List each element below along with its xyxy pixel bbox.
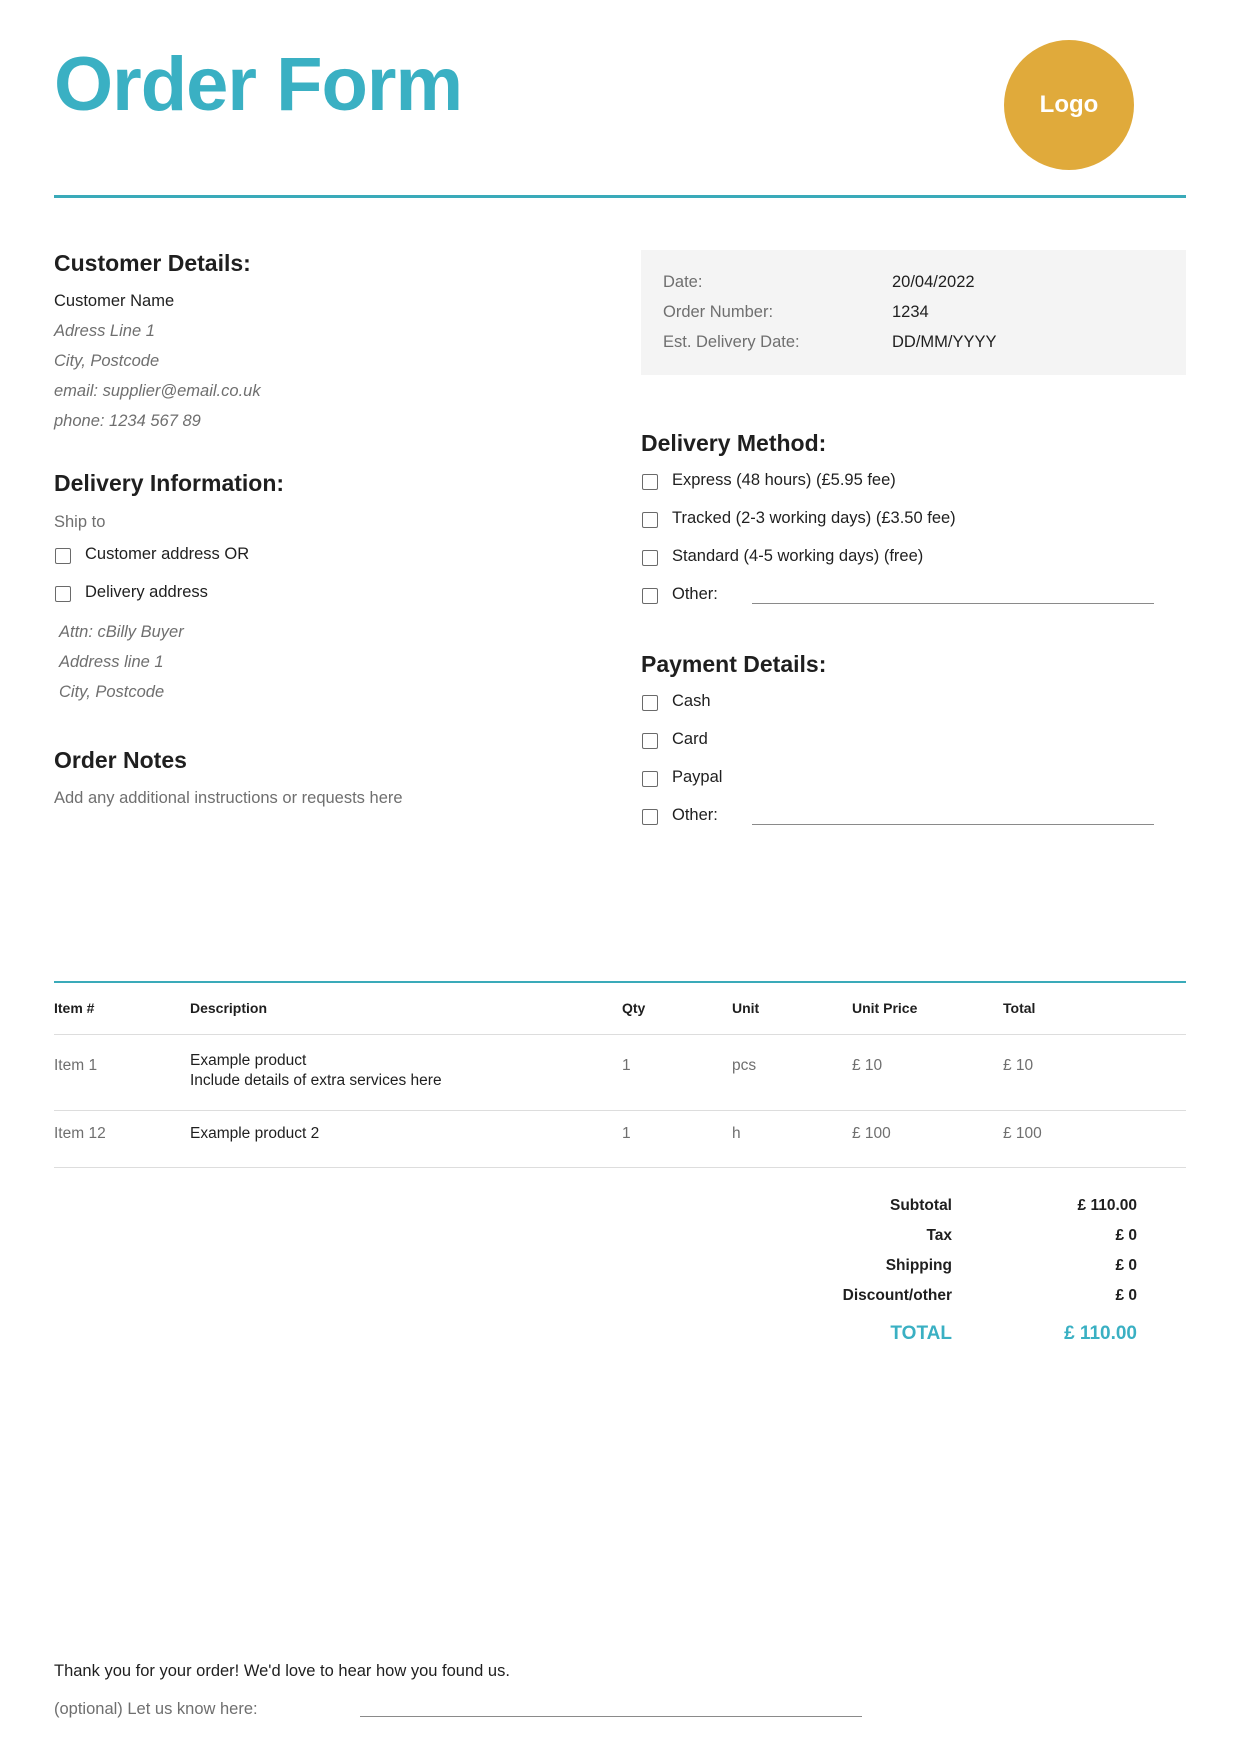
feedback-input-line[interactable] bbox=[360, 1716, 862, 1717]
delivery-date-value: DD/MM/YYYY bbox=[892, 333, 997, 351]
customer-email: email: supplier@email.co.uk bbox=[54, 382, 261, 400]
delivery-other-input-line[interactable] bbox=[752, 603, 1154, 604]
shipping-value: £ 0 bbox=[1115, 1257, 1137, 1274]
subtotal-value: £ 110.00 bbox=[1077, 1197, 1137, 1214]
paypal-option: Paypal bbox=[672, 768, 723, 786]
delivery-address-option: Delivery address bbox=[85, 583, 208, 601]
tax-value: £ 0 bbox=[1115, 1227, 1137, 1244]
order-number-label: Order Number: bbox=[663, 303, 774, 321]
col-header-unit: Unit bbox=[732, 1000, 760, 1016]
delivery-other-option: Other: bbox=[672, 585, 718, 603]
paypal-checkbox[interactable] bbox=[642, 771, 658, 787]
row1-description: Example product bbox=[190, 1052, 307, 1069]
row2-qty: 1 bbox=[622, 1125, 631, 1142]
grand-total-label: TOTAL bbox=[890, 1323, 952, 1344]
delivery-other-checkbox[interactable] bbox=[642, 588, 658, 604]
delivery-address-line: Address line 1 bbox=[59, 653, 164, 671]
delivery-address-checkbox[interactable] bbox=[55, 586, 71, 602]
header-divider bbox=[54, 195, 1186, 198]
tax-label: Tax bbox=[926, 1227, 952, 1244]
cash-checkbox[interactable] bbox=[642, 695, 658, 711]
payment-other-option: Other: bbox=[672, 806, 718, 824]
order-notes-text: Add any additional instructions or requests here bbox=[54, 789, 403, 807]
payment-other-input-line[interactable] bbox=[752, 824, 1154, 825]
customer-city: City, Postcode bbox=[54, 352, 160, 370]
order-notes-heading: Order Notes bbox=[54, 747, 187, 773]
tracked-checkbox[interactable] bbox=[642, 512, 658, 528]
col-header-item: Item # bbox=[54, 1000, 95, 1016]
row1-total: £ 10 bbox=[1003, 1057, 1034, 1074]
ship-to-label: Ship to bbox=[54, 513, 106, 531]
logo-placeholder bbox=[1004, 40, 1134, 170]
col-header-unit-price: Unit Price bbox=[852, 1000, 918, 1016]
card-option: Card bbox=[672, 730, 708, 748]
express-option: Express (48 hours) (£5.95 fee) bbox=[672, 471, 896, 489]
customer-phone: phone: 1234 567 89 bbox=[54, 412, 201, 430]
row2-unit-price: £ 100 bbox=[852, 1125, 891, 1142]
date-value: 20/04/2022 bbox=[892, 273, 975, 291]
row1-description-extra: Include details of extra services here bbox=[190, 1072, 442, 1089]
row2-divider bbox=[54, 1167, 1186, 1168]
col-header-description: Description bbox=[190, 1000, 268, 1016]
row1-unit: pcs bbox=[732, 1057, 757, 1074]
logo-text: Logo bbox=[1039, 91, 1099, 118]
delivery-information-heading: Delivery Information: bbox=[54, 470, 285, 496]
thank-you-message: Thank you for your order! We'd love to hear how you found us. bbox=[54, 1662, 510, 1680]
cash-option: Cash bbox=[672, 692, 711, 710]
row1-divider bbox=[54, 1110, 1186, 1111]
col-header-qty: Qty bbox=[622, 1000, 646, 1016]
tracked-option: Tracked (2-3 working days) (£3.50 fee) bbox=[672, 509, 956, 527]
row1-unit-price: £ 10 bbox=[852, 1057, 883, 1074]
payment-details-heading: Payment Details: bbox=[641, 651, 827, 677]
subtotal-label: Subtotal bbox=[890, 1197, 952, 1214]
express-checkbox[interactable] bbox=[642, 474, 658, 490]
date-label: Date: bbox=[663, 273, 703, 291]
grand-total-value: £ 110.00 bbox=[1064, 1323, 1137, 1344]
delivery-city: City, Postcode bbox=[59, 683, 165, 701]
customer-name: Customer Name bbox=[54, 292, 175, 310]
feedback-prompt: (optional) Let us know here: bbox=[54, 1700, 258, 1718]
row2-item: Item 12 bbox=[54, 1125, 106, 1142]
row2-description: Example product 2 bbox=[190, 1125, 320, 1142]
payment-other-checkbox[interactable] bbox=[642, 809, 658, 825]
col-header-total: Total bbox=[1003, 1000, 1036, 1016]
delivery-attn: Attn: cBilly Buyer bbox=[59, 623, 184, 641]
shipping-label: Shipping bbox=[885, 1257, 952, 1274]
customer-details-heading: Customer Details: bbox=[54, 250, 251, 276]
page-title: Order Form bbox=[54, 42, 463, 127]
standard-checkbox[interactable] bbox=[642, 550, 658, 566]
customer-address-checkbox[interactable] bbox=[55, 548, 71, 564]
row2-unit: h bbox=[732, 1125, 741, 1142]
row1-item: Item 1 bbox=[54, 1057, 98, 1074]
customer-address-line: Adress Line 1 bbox=[54, 322, 155, 340]
row2-total: £ 100 bbox=[1003, 1125, 1042, 1142]
delivery-method-heading: Delivery Method: bbox=[641, 430, 827, 456]
header-row-divider bbox=[54, 1034, 1186, 1035]
delivery-date-label: Est. Delivery Date: bbox=[663, 333, 800, 351]
discount-label: Discount/other bbox=[842, 1287, 952, 1304]
card-checkbox[interactable] bbox=[642, 733, 658, 749]
table-top-border bbox=[54, 981, 1186, 983]
row1-qty: 1 bbox=[622, 1057, 631, 1074]
standard-option: Standard (4-5 working days) (free) bbox=[672, 547, 924, 565]
customer-address-option: Customer address OR bbox=[85, 545, 250, 563]
order-number-value: 1234 bbox=[892, 303, 929, 321]
discount-value: £ 0 bbox=[1115, 1287, 1137, 1304]
